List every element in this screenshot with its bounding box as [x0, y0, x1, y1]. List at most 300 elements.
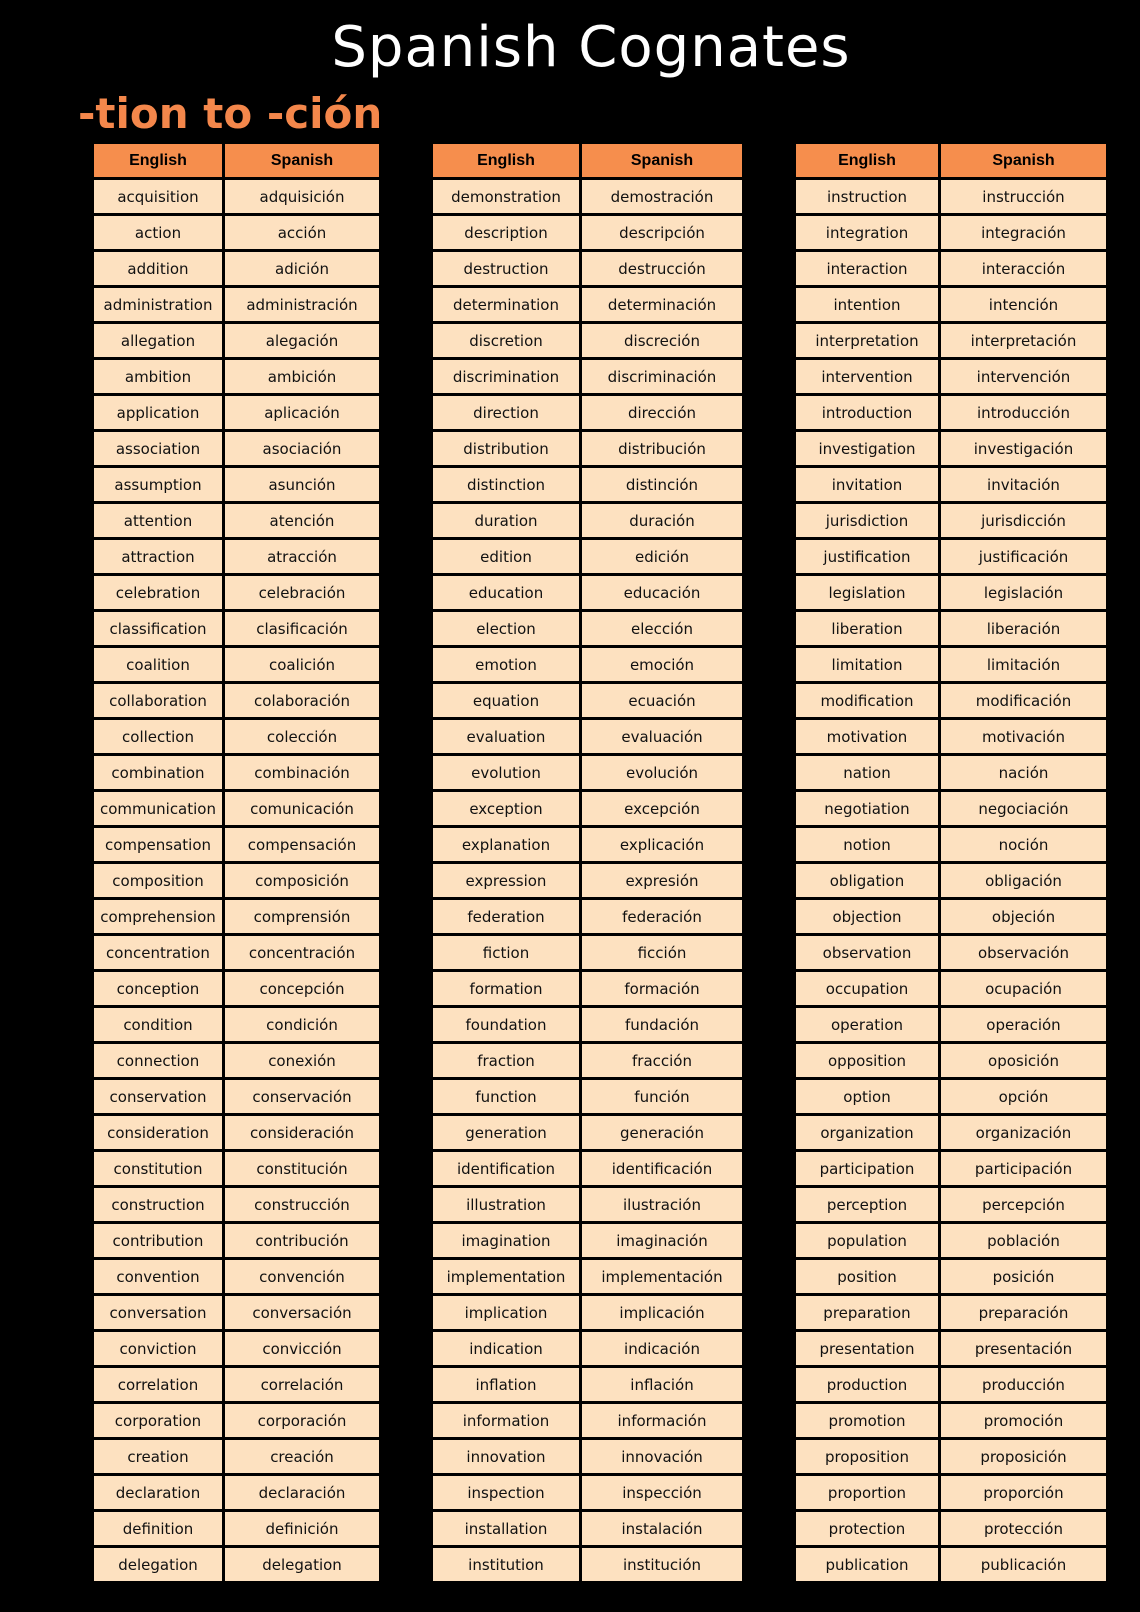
spanish-cell: investigación	[941, 432, 1106, 468]
english-cell: integration	[796, 216, 941, 252]
table-row	[94, 900, 379, 936]
table-row	[94, 972, 379, 1008]
spanish-cell: comunicación	[225, 792, 379, 828]
english-cell: installation	[433, 1512, 582, 1548]
english-cell: justification	[796, 540, 941, 576]
spanish-cell: construcción	[225, 1188, 379, 1224]
english-cell: corporation	[94, 1404, 225, 1440]
table-row	[796, 1224, 1106, 1260]
spanish-cell: coalición	[225, 648, 379, 684]
table-row	[94, 1116, 379, 1152]
english-cell: definition	[94, 1512, 225, 1548]
spanish-cell: función	[582, 1080, 742, 1116]
table-row	[433, 756, 742, 792]
spanish-cell: contribución	[225, 1224, 379, 1260]
spanish-cell: evolución	[582, 756, 742, 792]
table-row	[94, 1080, 379, 1116]
spanish-cell: comprensión	[225, 900, 379, 936]
spanish-cell: concepción	[225, 972, 379, 1008]
table-row	[433, 1260, 742, 1296]
english-cell: destruction	[433, 252, 582, 288]
spanish-cell: conexión	[225, 1044, 379, 1080]
english-cell: comprehension	[94, 900, 225, 936]
table-row	[433, 972, 742, 1008]
spanish-cell: distribución	[582, 432, 742, 468]
spanish-cell: indicación	[582, 1332, 742, 1368]
spanish-cell: edición	[582, 540, 742, 576]
english-cell: interaction	[796, 252, 941, 288]
english-cell: evolution	[433, 756, 582, 792]
cognate-table-2	[433, 144, 742, 1581]
english-cell: exception	[433, 792, 582, 828]
table-row	[94, 468, 379, 504]
spanish-cell: implementación	[582, 1260, 742, 1296]
table-row	[433, 684, 742, 720]
spanish-cell: administración	[225, 288, 379, 324]
table-row	[796, 720, 1106, 756]
english-cell: condition	[94, 1008, 225, 1044]
spanish-cell: adición	[225, 252, 379, 288]
english-cell: population	[796, 1224, 941, 1260]
english-cell: distribution	[433, 432, 582, 468]
spanish-cell: motivación	[941, 720, 1106, 756]
table-row	[94, 1296, 379, 1332]
table-row	[94, 828, 379, 864]
spanish-cell: legislación	[941, 576, 1106, 612]
english-cell: presentation	[796, 1332, 941, 1368]
spanish-cell: producción	[941, 1368, 1106, 1404]
english-cell: notion	[796, 828, 941, 864]
english-cell: association	[94, 432, 225, 468]
table-header-row	[94, 144, 379, 180]
english-cell: invitation	[796, 468, 941, 504]
english-cell: legislation	[796, 576, 941, 612]
spanish-cell: integración	[941, 216, 1106, 252]
spanish-cell: modificación	[941, 684, 1106, 720]
spanish-cell: combinación	[225, 756, 379, 792]
english-cell: declaration	[94, 1476, 225, 1512]
english-cell: discretion	[433, 324, 582, 360]
spanish-cell: convención	[225, 1260, 379, 1296]
spanish-cell: protección	[941, 1512, 1106, 1548]
spanish-cell: interpretación	[941, 324, 1106, 360]
english-cell: combination	[94, 756, 225, 792]
spanish-cell: destrucción	[582, 252, 742, 288]
english-cell: expression	[433, 864, 582, 900]
spanish-cell: composición	[225, 864, 379, 900]
english-cell: formation	[433, 972, 582, 1008]
spanish-cell: inspección	[582, 1476, 742, 1512]
spanish-cell: ilustración	[582, 1188, 742, 1224]
english-cell: addition	[94, 252, 225, 288]
table-row	[433, 396, 742, 432]
spanish-cell: ambición	[225, 360, 379, 396]
table-row	[796, 360, 1106, 396]
english-cell: jurisdiction	[796, 504, 941, 540]
english-cell: fraction	[433, 1044, 582, 1080]
spanish-cell: noción	[941, 828, 1106, 864]
table-row	[94, 432, 379, 468]
table-row	[94, 612, 379, 648]
spanish-cell: institución	[582, 1548, 742, 1581]
table-row	[94, 540, 379, 576]
table-row	[433, 1404, 742, 1440]
section-subtitle: -tion to -ción	[78, 89, 383, 138]
table-row	[94, 1224, 379, 1260]
table-row	[94, 1188, 379, 1224]
english-cell: conservation	[94, 1080, 225, 1116]
table-row	[433, 1008, 742, 1044]
page-title: Spanish Cognates	[331, 15, 851, 80]
english-cell: delegation	[94, 1548, 225, 1581]
english-cell: federation	[433, 900, 582, 936]
english-cell: construction	[94, 1188, 225, 1224]
spanish-cell: ocupación	[941, 972, 1106, 1008]
table-row	[433, 540, 742, 576]
spanish-cell: ficción	[582, 936, 742, 972]
spanish-cell: duración	[582, 504, 742, 540]
table-row	[433, 1332, 742, 1368]
table-row	[94, 864, 379, 900]
english-cell: ambition	[94, 360, 225, 396]
spanish-cell: asunción	[225, 468, 379, 504]
table-row	[94, 396, 379, 432]
spanish-cell: discreción	[582, 324, 742, 360]
english-cell: negotiation	[796, 792, 941, 828]
english-cell: identification	[433, 1152, 582, 1188]
english-cell: description	[433, 216, 582, 252]
english-cell: imagination	[433, 1224, 582, 1260]
spanish-cell: correlación	[225, 1368, 379, 1404]
english-cell: position	[796, 1260, 941, 1296]
table-row	[796, 900, 1106, 936]
table-row	[433, 180, 742, 216]
spanish-cell: asociación	[225, 432, 379, 468]
table-row	[94, 792, 379, 828]
spanish-cell: constitución	[225, 1152, 379, 1188]
table-row	[433, 792, 742, 828]
english-cell: publication	[796, 1548, 941, 1581]
english-cell: constitution	[94, 1152, 225, 1188]
table-row	[94, 1368, 379, 1404]
spanish-cell: colección	[225, 720, 379, 756]
english-cell: generation	[433, 1116, 582, 1152]
english-cell: promotion	[796, 1404, 941, 1440]
table-row	[433, 360, 742, 396]
english-cell: concentration	[94, 936, 225, 972]
english-cell: equation	[433, 684, 582, 720]
english-cell: collaboration	[94, 684, 225, 720]
english-cell: acquisition	[94, 180, 225, 216]
spanish-cell: publicación	[941, 1548, 1106, 1581]
table-row	[796, 684, 1106, 720]
english-cell: conversation	[94, 1296, 225, 1332]
english-cell: observation	[796, 936, 941, 972]
spanish-cell: atracción	[225, 540, 379, 576]
spanish-cell: corporación	[225, 1404, 379, 1440]
table-row	[796, 1512, 1106, 1548]
table-row	[433, 1080, 742, 1116]
spanish-cell: convicción	[225, 1332, 379, 1368]
english-cell: application	[94, 396, 225, 432]
column-header-spanish: Spanish	[941, 144, 1106, 180]
english-cell: consideration	[94, 1116, 225, 1152]
table-row	[433, 612, 742, 648]
spanish-cell: conservación	[225, 1080, 379, 1116]
spanish-cell: generación	[582, 1116, 742, 1152]
spanish-cell: descripción	[582, 216, 742, 252]
table-row	[433, 468, 742, 504]
table-row	[433, 504, 742, 540]
english-cell: distinction	[433, 468, 582, 504]
english-cell: celebration	[94, 576, 225, 612]
spanish-cell: explicación	[582, 828, 742, 864]
cognate-table-3	[796, 144, 1106, 1581]
english-cell: classification	[94, 612, 225, 648]
english-cell: indication	[433, 1332, 582, 1368]
spanish-cell: percepción	[941, 1188, 1106, 1224]
spanish-cell: observación	[941, 936, 1106, 972]
table-row	[433, 1224, 742, 1260]
english-cell: protection	[796, 1512, 941, 1548]
spanish-cell: innovación	[582, 1440, 742, 1476]
table-row	[94, 1548, 379, 1581]
english-cell: liberation	[796, 612, 941, 648]
table-body	[796, 180, 1106, 1581]
spanish-cell: emoción	[582, 648, 742, 684]
spanish-cell: federación	[582, 900, 742, 936]
spanish-cell: alegación	[225, 324, 379, 360]
spanish-cell: promoción	[941, 1404, 1106, 1440]
english-cell: organization	[796, 1116, 941, 1152]
spanish-cell: jurisdicción	[941, 504, 1106, 540]
table-row	[796, 1332, 1106, 1368]
table-row	[94, 648, 379, 684]
table-row	[796, 1152, 1106, 1188]
english-cell: coalition	[94, 648, 225, 684]
spanish-cell: aplicación	[225, 396, 379, 432]
table-row	[94, 1440, 379, 1476]
spanish-cell: imaginación	[582, 1224, 742, 1260]
table-header-row	[433, 144, 742, 180]
spanish-cell: organización	[941, 1116, 1106, 1152]
spanish-cell: creación	[225, 1440, 379, 1476]
english-cell: information	[433, 1404, 582, 1440]
spanish-cell: fundación	[582, 1008, 742, 1044]
table-row	[94, 756, 379, 792]
english-cell: intention	[796, 288, 941, 324]
table-row	[94, 324, 379, 360]
table-body	[94, 180, 379, 1581]
spanish-cell: limitación	[941, 648, 1106, 684]
english-cell: operation	[796, 1008, 941, 1044]
english-cell: demonstration	[433, 180, 582, 216]
english-cell: attraction	[94, 540, 225, 576]
column-header-spanish: Spanish	[582, 144, 742, 180]
english-cell: foundation	[433, 1008, 582, 1044]
english-cell: discrimination	[433, 360, 582, 396]
english-cell: inspection	[433, 1476, 582, 1512]
spanish-cell: posición	[941, 1260, 1106, 1296]
table-row	[796, 864, 1106, 900]
english-cell: intervention	[796, 360, 941, 396]
english-cell: composition	[94, 864, 225, 900]
spanish-cell: distinción	[582, 468, 742, 504]
table-row	[796, 1476, 1106, 1512]
spanish-cell: demostración	[582, 180, 742, 216]
table-row	[94, 936, 379, 972]
english-cell: introduction	[796, 396, 941, 432]
column-header-english: English	[796, 144, 941, 180]
spanish-cell: proporción	[941, 1476, 1106, 1512]
table-row	[433, 1368, 742, 1404]
table-row	[796, 576, 1106, 612]
spanish-cell: celebración	[225, 576, 379, 612]
spanish-cell: delegation	[225, 1548, 379, 1581]
table-row	[796, 540, 1106, 576]
table-row	[796, 1440, 1106, 1476]
spanish-cell: dirección	[582, 396, 742, 432]
english-cell: correlation	[94, 1368, 225, 1404]
table-row	[796, 1080, 1106, 1116]
column-header-spanish: Spanish	[225, 144, 379, 180]
english-cell: investigation	[796, 432, 941, 468]
table-row	[796, 792, 1106, 828]
spanish-cell: discriminación	[582, 360, 742, 396]
english-cell: election	[433, 612, 582, 648]
spanish-cell: identificación	[582, 1152, 742, 1188]
table-row	[94, 1008, 379, 1044]
table-row	[796, 432, 1106, 468]
table-row	[94, 1332, 379, 1368]
table-row	[433, 900, 742, 936]
english-cell: explanation	[433, 828, 582, 864]
english-cell: conviction	[94, 1332, 225, 1368]
english-cell: direction	[433, 396, 582, 432]
english-cell: contribution	[94, 1224, 225, 1260]
english-cell: instruction	[796, 180, 941, 216]
spanish-cell: clasificación	[225, 612, 379, 648]
english-cell: proportion	[796, 1476, 941, 1512]
table-row	[796, 288, 1106, 324]
table-row	[94, 1152, 379, 1188]
spanish-cell: colaboración	[225, 684, 379, 720]
table-row	[796, 1008, 1106, 1044]
english-cell: creation	[94, 1440, 225, 1476]
english-cell: innovation	[433, 1440, 582, 1476]
spanish-cell: participación	[941, 1152, 1106, 1188]
table-row	[433, 1440, 742, 1476]
english-cell: implementation	[433, 1260, 582, 1296]
english-cell: collection	[94, 720, 225, 756]
table-row	[94, 1260, 379, 1296]
english-cell: education	[433, 576, 582, 612]
table-row	[796, 216, 1106, 252]
table-row	[433, 1476, 742, 1512]
english-cell: obligation	[796, 864, 941, 900]
cognate-table-1	[94, 144, 379, 1581]
english-cell: conception	[94, 972, 225, 1008]
table-row	[796, 756, 1106, 792]
spanish-cell: atención	[225, 504, 379, 540]
spanish-cell: adquisición	[225, 180, 379, 216]
table-row	[94, 252, 379, 288]
english-cell: nation	[796, 756, 941, 792]
english-cell: proposition	[796, 1440, 941, 1476]
spanish-cell: intención	[941, 288, 1106, 324]
spanish-cell: información	[582, 1404, 742, 1440]
english-cell: action	[94, 216, 225, 252]
table-row	[94, 1044, 379, 1080]
english-cell: participation	[796, 1152, 941, 1188]
table-row	[433, 252, 742, 288]
english-cell: occupation	[796, 972, 941, 1008]
table-body	[433, 180, 742, 1581]
english-cell: evaluation	[433, 720, 582, 756]
spanish-cell: justificación	[941, 540, 1106, 576]
english-cell: limitation	[796, 648, 941, 684]
spanish-cell: instrucción	[941, 180, 1106, 216]
table-row	[94, 216, 379, 252]
table-row	[796, 1368, 1106, 1404]
spanish-cell: expresión	[582, 864, 742, 900]
english-cell: function	[433, 1080, 582, 1116]
english-cell: allegation	[94, 324, 225, 360]
table-row	[796, 396, 1106, 432]
table-row	[433, 216, 742, 252]
spanish-cell: implicación	[582, 1296, 742, 1332]
english-cell: edition	[433, 540, 582, 576]
english-cell: compensation	[94, 828, 225, 864]
table-row	[433, 1188, 742, 1224]
table-row	[433, 432, 742, 468]
english-cell: administration	[94, 288, 225, 324]
spanish-cell: invitación	[941, 468, 1106, 504]
table-row	[433, 1512, 742, 1548]
table-row	[433, 576, 742, 612]
table-row	[796, 1404, 1106, 1440]
table-row	[796, 252, 1106, 288]
table-row	[796, 1044, 1106, 1080]
table-row	[94, 1404, 379, 1440]
table-row	[433, 324, 742, 360]
table-row	[796, 1188, 1106, 1224]
spanish-cell: instalación	[582, 1512, 742, 1548]
spanish-cell: oposición	[941, 1044, 1106, 1080]
english-cell: perception	[796, 1188, 941, 1224]
table-row	[94, 720, 379, 756]
table-row	[94, 360, 379, 396]
table-row	[94, 288, 379, 324]
spanish-cell: operación	[941, 1008, 1106, 1044]
spanish-cell: declaración	[225, 1476, 379, 1512]
table-row	[796, 612, 1106, 648]
table-row	[796, 324, 1106, 360]
spanish-cell: introducción	[941, 396, 1106, 432]
column-header-english: English	[94, 144, 225, 180]
spanish-cell: presentación	[941, 1332, 1106, 1368]
spanish-cell: liberación	[941, 612, 1106, 648]
english-cell: assumption	[94, 468, 225, 504]
table-row	[433, 1116, 742, 1152]
english-cell: objection	[796, 900, 941, 936]
english-cell: connection	[94, 1044, 225, 1080]
english-cell: convention	[94, 1260, 225, 1296]
table-row	[94, 684, 379, 720]
english-cell: communication	[94, 792, 225, 828]
english-cell: opposition	[796, 1044, 941, 1080]
spanish-cell: conversación	[225, 1296, 379, 1332]
